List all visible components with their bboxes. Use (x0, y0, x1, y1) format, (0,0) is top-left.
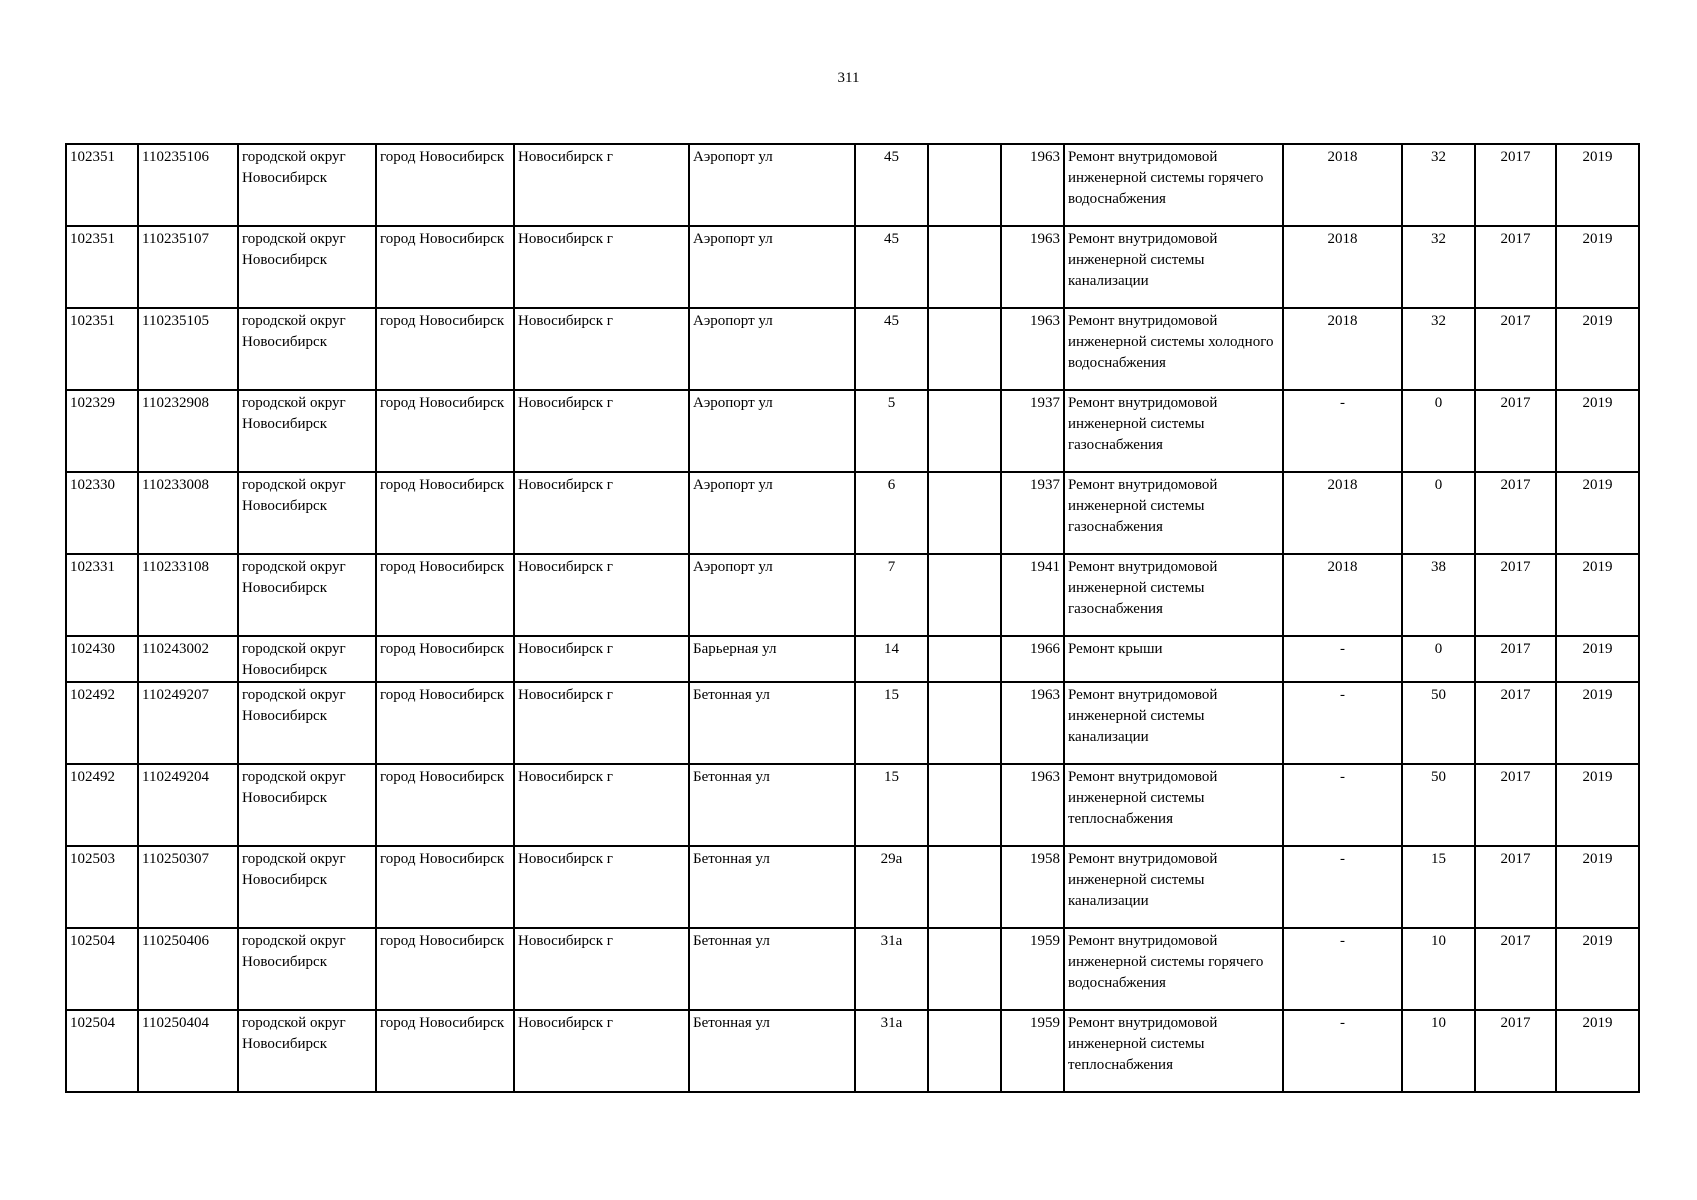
cell-building (928, 308, 1001, 390)
cell-house: 14 (855, 636, 928, 682)
cell-id: 102351 (66, 144, 138, 226)
table-row (66, 308, 1639, 390)
cell-year-last: 2018 (1283, 308, 1402, 390)
cell-year-last: - (1283, 636, 1402, 682)
cell-end: 2019 (1556, 682, 1639, 764)
cell-work: Ремонт внутридомовой инженерной системы горячего водоснабжения (1064, 144, 1283, 226)
cell-wear: 0 (1402, 472, 1475, 554)
page-number: 311 (837, 70, 860, 86)
table-row (66, 764, 1639, 846)
cell-year-last: - (1283, 1010, 1402, 1092)
cell-city: Новосибирск г (514, 682, 689, 764)
cell-street: Бетонная ул (689, 928, 855, 1010)
table-row (66, 682, 1639, 764)
cell-building (928, 390, 1001, 472)
cell-start: 2017 (1475, 846, 1556, 928)
cell-start: 2017 (1475, 472, 1556, 554)
cell-year-built: 1963 (1001, 226, 1064, 308)
cell-wear: 0 (1402, 390, 1475, 472)
cell-building (928, 682, 1001, 764)
cell-district: городской округ Новосибирск (238, 636, 376, 682)
cell-city: Новосибирск г (514, 928, 689, 1010)
cell-district: городской округ Новосибирск (238, 764, 376, 846)
cell-building (928, 554, 1001, 636)
cell-wear: 32 (1402, 144, 1475, 226)
cell-wear: 0 (1402, 636, 1475, 682)
cell-street: Барьерная ул (689, 636, 855, 682)
cell-code: 110243002 (138, 636, 238, 682)
cell-year-built: 1963 (1001, 308, 1064, 390)
cell-code: 110250307 (138, 846, 238, 928)
cell-settlement: город Новосибирск (376, 1010, 514, 1092)
cell-district: городской округ Новосибирск (238, 554, 376, 636)
cell-code: 110250406 (138, 928, 238, 1010)
cell-code: 110235106 (138, 144, 238, 226)
cell-street: Бетонная ул (689, 846, 855, 928)
cell-building (928, 846, 1001, 928)
cell-work: Ремонт внутридомовой инженерной системы горячего водоснабжения (1064, 928, 1283, 1010)
table-row (66, 144, 1639, 226)
cell-id: 102504 (66, 1010, 138, 1092)
cell-end: 2019 (1556, 226, 1639, 308)
cell-id: 102504 (66, 928, 138, 1010)
cell-house: 7 (855, 554, 928, 636)
cell-code: 110249204 (138, 764, 238, 846)
cell-city: Новосибирск г (514, 390, 689, 472)
cell-end: 2019 (1556, 472, 1639, 554)
cell-start: 2017 (1475, 144, 1556, 226)
cell-city: Новосибирск г (514, 226, 689, 308)
cell-code: 110232908 (138, 390, 238, 472)
cell-building (928, 764, 1001, 846)
table-row (66, 928, 1639, 1010)
cell-settlement: город Новосибирск (376, 764, 514, 846)
cell-district: городской округ Новосибирск (238, 226, 376, 308)
cell-street: Аэропорт ул (689, 554, 855, 636)
cell-wear: 50 (1402, 764, 1475, 846)
cell-year-last: 2018 (1283, 472, 1402, 554)
cell-id: 102492 (66, 682, 138, 764)
cell-wear: 32 (1402, 308, 1475, 390)
cell-house: 5 (855, 390, 928, 472)
cell-end: 2019 (1556, 554, 1639, 636)
cell-end: 2019 (1556, 928, 1639, 1010)
cell-building (928, 144, 1001, 226)
cell-id: 102430 (66, 636, 138, 682)
cell-id: 102503 (66, 846, 138, 928)
cell-id: 102351 (66, 308, 138, 390)
cell-house: 6 (855, 472, 928, 554)
cell-year-last: - (1283, 846, 1402, 928)
cell-house: 15 (855, 682, 928, 764)
cell-code: 110235107 (138, 226, 238, 308)
cell-year-last: 2018 (1283, 226, 1402, 308)
cell-start: 2017 (1475, 1010, 1556, 1092)
cell-year-built: 1963 (1001, 764, 1064, 846)
cell-city: Новосибирск г (514, 764, 689, 846)
cell-house: 45 (855, 308, 928, 390)
cell-year-built: 1966 (1001, 636, 1064, 682)
cell-work: Ремонт внутридомовой инженерной системы газоснабжения (1064, 390, 1283, 472)
cell-end: 2019 (1556, 636, 1639, 682)
table-row (66, 554, 1639, 636)
cell-year-last: - (1283, 390, 1402, 472)
cell-work: Ремонт внутридомовой инженерной системы канализации (1064, 682, 1283, 764)
table-row (66, 390, 1639, 472)
cell-year-built: 1963 (1001, 682, 1064, 764)
cell-district: городской округ Новосибирск (238, 1010, 376, 1092)
cell-year-built: 1963 (1001, 144, 1064, 226)
cell-code: 110235105 (138, 308, 238, 390)
cell-city: Новосибирск г (514, 144, 689, 226)
cell-work: Ремонт внутридомовой инженерной системы канализации (1064, 226, 1283, 308)
cell-city: Новосибирск г (514, 846, 689, 928)
cell-settlement: город Новосибирск (376, 390, 514, 472)
cell-city: Новосибирск г (514, 554, 689, 636)
cell-end: 2019 (1556, 764, 1639, 846)
table-row (66, 472, 1639, 554)
cell-work: Ремонт внутридомовой инженерной системы канализации (1064, 846, 1283, 928)
cell-end: 2019 (1556, 1010, 1639, 1092)
cell-id: 102329 (66, 390, 138, 472)
cell-district: городской округ Новосибирск (238, 928, 376, 1010)
cell-year-built: 1937 (1001, 472, 1064, 554)
cell-settlement: город Новосибирск (376, 554, 514, 636)
cell-code: 110233108 (138, 554, 238, 636)
cell-city: Новосибирск г (514, 1010, 689, 1092)
cell-settlement: город Новосибирск (376, 144, 514, 226)
table-row (66, 226, 1639, 308)
cell-street: Аэропорт ул (689, 226, 855, 308)
cell-start: 2017 (1475, 226, 1556, 308)
cell-district: городской округ Новосибирск (238, 390, 376, 472)
repair-register-table (65, 143, 1640, 1093)
table-row (66, 1010, 1639, 1092)
cell-code: 110250404 (138, 1010, 238, 1092)
cell-year-last: - (1283, 764, 1402, 846)
cell-start: 2017 (1475, 682, 1556, 764)
cell-settlement: город Новосибирск (376, 226, 514, 308)
cell-house: 45 (855, 144, 928, 226)
cell-end: 2019 (1556, 308, 1639, 390)
cell-end: 2019 (1556, 846, 1639, 928)
cell-wear: 50 (1402, 682, 1475, 764)
cell-id: 102351 (66, 226, 138, 308)
cell-work: Ремонт внутридомовой инженерной системы теплоснабжения (1064, 1010, 1283, 1092)
cell-house: 31а (855, 928, 928, 1010)
cell-work: Ремонт внутридомовой инженерной системы теплоснабжения (1064, 764, 1283, 846)
cell-code: 110249207 (138, 682, 238, 764)
cell-wear: 38 (1402, 554, 1475, 636)
cell-city: Новосибирск г (514, 472, 689, 554)
table-row (66, 636, 1639, 682)
cell-year-last: - (1283, 928, 1402, 1010)
cell-street: Бетонная ул (689, 1010, 855, 1092)
cell-street: Аэропорт ул (689, 144, 855, 226)
cell-wear: 10 (1402, 1010, 1475, 1092)
cell-id: 102330 (66, 472, 138, 554)
cell-start: 2017 (1475, 554, 1556, 636)
cell-district: городской округ Новосибирск (238, 846, 376, 928)
cell-street: Аэропорт ул (689, 390, 855, 472)
cell-wear: 15 (1402, 846, 1475, 928)
cell-work: Ремонт крыши (1064, 636, 1283, 682)
cell-building (928, 1010, 1001, 1092)
cell-start: 2017 (1475, 308, 1556, 390)
cell-district: городской округ Новосибирск (238, 472, 376, 554)
cell-house: 29а (855, 846, 928, 928)
cell-start: 2017 (1475, 928, 1556, 1010)
cell-end: 2019 (1556, 144, 1639, 226)
cell-settlement: город Новосибирск (376, 308, 514, 390)
cell-house: 15 (855, 764, 928, 846)
cell-street: Аэропорт ул (689, 472, 855, 554)
cell-street: Бетонная ул (689, 764, 855, 846)
cell-end: 2019 (1556, 390, 1639, 472)
cell-work: Ремонт внутридомовой инженерной системы газоснабжения (1064, 472, 1283, 554)
cell-house: 31а (855, 1010, 928, 1092)
cell-district: городской округ Новосибирск (238, 682, 376, 764)
cell-street: Бетонная ул (689, 682, 855, 764)
cell-year-built: 1959 (1001, 1010, 1064, 1092)
cell-start: 2017 (1475, 764, 1556, 846)
cell-year-last: 2018 (1283, 144, 1402, 226)
cell-year-built: 1941 (1001, 554, 1064, 636)
cell-year-built: 1937 (1001, 390, 1064, 472)
cell-house: 45 (855, 226, 928, 308)
cell-id: 102492 (66, 764, 138, 846)
cell-year-last: - (1283, 682, 1402, 764)
table-row (66, 846, 1639, 928)
cell-building (928, 226, 1001, 308)
cell-settlement: город Новосибирск (376, 682, 514, 764)
cell-code: 110233008 (138, 472, 238, 554)
cell-building (928, 928, 1001, 1010)
cell-work: Ремонт внутридомовой инженерной системы холодного водоснабжения (1064, 308, 1283, 390)
cell-building (928, 472, 1001, 554)
cell-settlement: город Новосибирск (376, 472, 514, 554)
cell-start: 2017 (1475, 636, 1556, 682)
cell-settlement: город Новосибирск (376, 928, 514, 1010)
cell-work: Ремонт внутридомовой инженерной системы газоснабжения (1064, 554, 1283, 636)
cell-id: 102331 (66, 554, 138, 636)
cell-settlement: город Новосибирск (376, 846, 514, 928)
cell-start: 2017 (1475, 390, 1556, 472)
cell-street: Аэропорт ул (689, 308, 855, 390)
cell-city: Новосибирск г (514, 308, 689, 390)
cell-city: Новосибирск г (514, 636, 689, 682)
cell-year-built: 1959 (1001, 928, 1064, 1010)
cell-building (928, 636, 1001, 682)
cell-wear: 10 (1402, 928, 1475, 1010)
cell-wear: 32 (1402, 226, 1475, 308)
cell-year-built: 1958 (1001, 846, 1064, 928)
cell-settlement: город Новосибирск (376, 636, 514, 682)
cell-year-last: 2018 (1283, 554, 1402, 636)
cell-district: городской округ Новосибирск (238, 144, 376, 226)
cell-district: городской округ Новосибирск (238, 308, 376, 390)
